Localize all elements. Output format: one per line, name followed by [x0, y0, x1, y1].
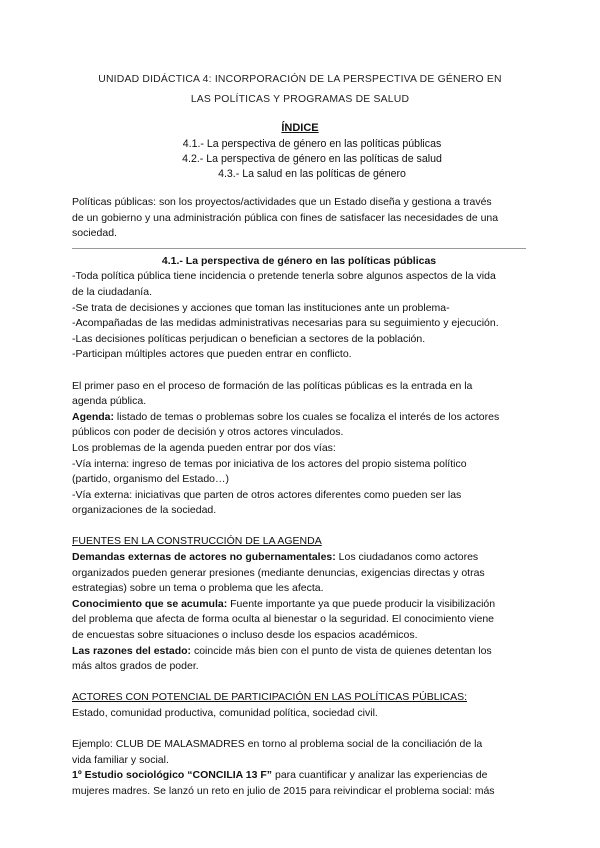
example-block — [72, 737, 526, 799]
index-heading: ÍNDICE — [281, 122, 319, 134]
agenda-line: -Vía interna: ingreso de temas por iniciativa de los actores del propio sistema político — [72, 457, 467, 470]
bullet-line: -Toda política pública tiene incidencia o pretende tenerla sobre algunos aspectos de la vida — [72, 270, 496, 283]
actors-heading: ACTORES CON POTENCIAL DE PARTICIPACIÓN EN LAS POLÍTICAS PÚBLICAS: — [72, 691, 468, 704]
section-bullets — [72, 269, 526, 363]
intro-line: sociedad. — [72, 227, 117, 240]
agenda-line: agenda pública. — [72, 395, 147, 408]
source-2-label: Conocimiento que se acumula: — [72, 597, 228, 610]
agenda-line: El primer paso en el proceso de formación de las políticas públicas es la entrada en la — [72, 379, 473, 392]
agenda-block — [72, 379, 526, 519]
sources-block — [72, 534, 526, 674]
source-2-text: Fuente importante ya que puede producir la visibilización — [227, 597, 496, 610]
bullet-line: de la ciudadanía. — [72, 285, 152, 298]
document-title — [60, 70, 540, 109]
bullet-line: -Participan múltiples actores que pueden entrar en conflicto. — [72, 348, 352, 361]
bullet-line: -Las decisiones políticas perjudican o benefician a sectores de la población. — [72, 332, 426, 345]
study-text: para cuantificar y analizar las experiencias de — [272, 769, 488, 782]
actors-list: Estado, comunidad productiva, comunidad política, sociedad civil. — [72, 707, 378, 719]
index-item-4-1: 4.1.- La perspectiva de género en las políticas públicas — [182, 138, 442, 150]
source-line: estrategias) sobre un tema o problema que les afecta. — [72, 582, 324, 595]
source-line: organizados pueden generar presiones (mediante denuncias, exigencias directas y otras — [72, 566, 485, 579]
bullet-line: -Acompañadas de las medidas administrativas necesarias para su seguimiento y ejecución. — [72, 317, 499, 330]
source-line: más altos grados de poder. — [72, 660, 199, 673]
index-item-4-3: 4.3.- La salud en las políticas de género — [218, 168, 406, 180]
study-label: 1º Estudio sociológico “CONCILIA 13 F” — [72, 769, 273, 782]
bullet-line: -Se trata de decisiones y acciones que toman las instituciones ante un problema- — [72, 301, 450, 314]
sources-heading: FUENTES EN LA CONSTRUCCIÓN DE LA AGENDA — [72, 535, 322, 548]
section-divider — [72, 248, 526, 249]
intro-line: Políticas públicas: son los proyectos/actividades que un Estado diseña y gestiona a través — [72, 196, 492, 208]
agenda-line: -Vía externa: iniciativas que parten de otros actores diferentes como pueden ser las — [72, 488, 462, 501]
source-line: del problema que afecta de forma oculta al bienestar o la seguridad. El conocimiento viene — [72, 613, 495, 626]
index-list — [0, 137, 600, 182]
agenda-line: organizaciones de la sociedad. — [72, 504, 217, 517]
source-2 — [72, 597, 526, 613]
agenda-line: (partido, organismo del Estado…) — [72, 473, 229, 486]
source-3 — [72, 644, 526, 660]
agenda-line: Los problemas de la agenda pueden entrar por dos vías: — [72, 441, 336, 454]
actors-block — [72, 690, 526, 721]
index-item-4-2: 4.2.- La perspectiva de género en las políticas de salud — [182, 153, 442, 165]
agenda-label: Agenda: — [72, 410, 114, 423]
source-1 — [72, 550, 526, 566]
agenda-line: públicos con poder de decisión y otros actores vinculados. — [72, 426, 344, 439]
agenda-def-text: listado de temas o problemas sobre los cuales se focaliza el interés de los actores — [114, 410, 500, 423]
section-title: 4.1.- La perspectiva de género en las políticas públicas — [161, 254, 437, 267]
source-1-text: Los ciudadanos como actores — [335, 551, 479, 564]
document-body — [72, 195, 526, 800]
source-3-label: Las razones del estado: — [72, 644, 192, 657]
agenda-definition — [72, 410, 526, 426]
intro-paragraph — [72, 195, 526, 242]
source-line: de encuestas sobre situaciones o incluso desde los espacios académicos. — [72, 629, 418, 642]
source-3-text: coincide más bien con el punto de vista de quienes detentan los — [191, 644, 492, 657]
title-line-1: UNIDAD DIDÁCTICA 4: INCORPORACIÓN DE LA PERSPECTIVA DE GÉNERO EN — [98, 74, 502, 85]
example-line: mujeres madres. Se lanzó un reto en julio de 2015 para reivindicar el problema social: más — [72, 784, 495, 797]
example-line: Ejemplo: CLUB DE MALASMADRES en torno al problema social de la conciliación de la — [72, 738, 483, 751]
intro-line: de un gobierno y una administración pública con fines de satisfacer las necesidades de una — [72, 211, 499, 224]
title-line-2: LAS POLÍTICAS Y PROGRAMAS DE SALUD — [190, 93, 410, 105]
example-study — [72, 768, 526, 784]
source-1-label: Demandas externas de actores no gubernamentales: — [72, 551, 336, 564]
example-line: vida familiar y social. — [72, 753, 169, 766]
